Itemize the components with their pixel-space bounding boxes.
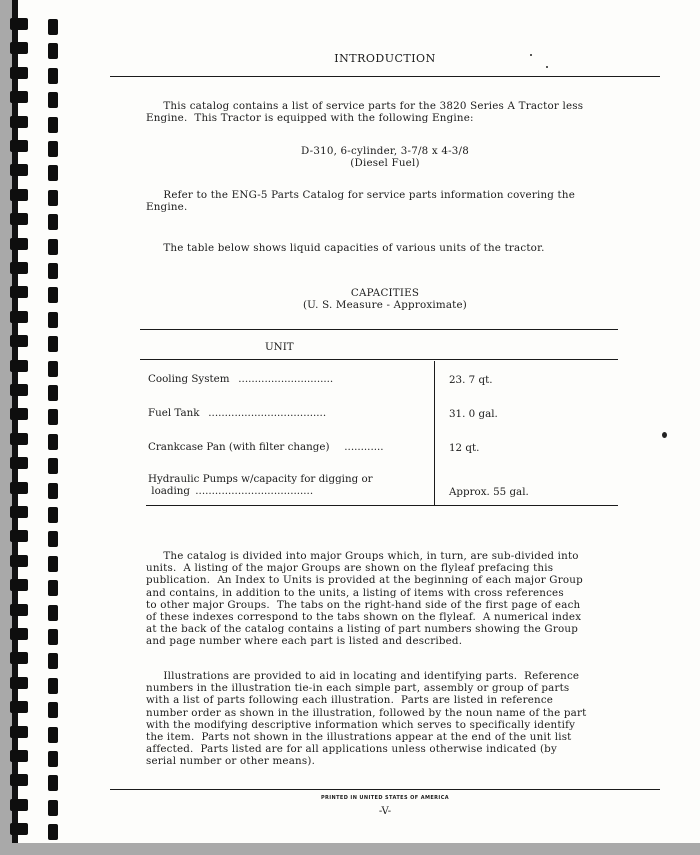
binding-ring: [10, 506, 60, 518]
engine-fuel: (Diesel Fuel): [350, 157, 420, 169]
printed-in-notice: PRINTED IN UNITED STATES OF AMERICA: [320, 795, 450, 801]
binding-ring: [10, 457, 60, 469]
illustrations-paragraph: Illustrations are provided to aid in locating and identifying parts. Reference numbers in the illustration tie-in each simple part, assembly or group of parts with a list of parts following each illustration. Parts are listed in reference number order as shown in the illustration, followed by the noun name of the part with the modifying descriptive information which serves to specifically identify the item. Parts not shown in the illustrations appear at the end of the unit list affected. Parts listed are for all applications unless otherwise indicated (by serial number or other means).: [146, 670, 587, 768]
header-rule: [110, 76, 660, 77]
binding-ring: [10, 530, 60, 542]
capacities-subtitle: (U. S. Measure - Approximate): [302, 299, 468, 311]
binding-ring: [10, 262, 60, 274]
row-value: 31. 0 gal.: [449, 408, 498, 420]
row-leader-dots: .............................: [235, 373, 334, 385]
spiral-binding: [0, 0, 70, 843]
capacities-title: CAPACITIES: [350, 287, 420, 299]
groups-paragraph: The catalog is divided into major Groups which, in turn, are sub-divided into units. A listing of the major Groups are shown on the flyleaf prefacing this publication. An Index to Units is provided at the beginning of each major Group and contains, in addition to the units, a listing of items with cross references to other major Groups. The tabs on the right-hand side of the first page of each of these indexes correspond to the tabs shown on the flyleaf. A numerical index at the back of the catalog contains a listing of part numbers showing the Group and page number where each part is listed and described.: [146, 550, 583, 648]
page-number: -V-: [378, 806, 392, 817]
row-leader-dots: ............: [341, 441, 384, 453]
row-unit: Crankcase Pan (with filter change): [148, 441, 330, 453]
binding-ring: [10, 677, 60, 689]
row-leader-dots: ....................................: [192, 485, 314, 497]
table-top-rule: [140, 329, 618, 330]
row-leader-dots: ....................................: [205, 407, 327, 419]
binding-ring: [10, 555, 60, 567]
row-value: Approx. 55 gal.: [449, 486, 529, 498]
binding-ring: [10, 213, 60, 225]
intro-paragraph-2: Refer to the ENG-5 Parts Catalog for service parts information covering the Engine.: [146, 189, 576, 214]
page-title: INTRODUCTION: [334, 52, 436, 65]
binding-ring: [10, 408, 60, 420]
binding-ring: [10, 384, 60, 396]
binding-ring: [10, 823, 60, 835]
binding-ring: [10, 799, 60, 811]
table-column-header: UNIT: [265, 341, 294, 353]
scan-speck: [662, 432, 667, 438]
row-unit: Fuel Tank: [148, 407, 200, 419]
binding-ring: [10, 433, 60, 445]
row-unit: Hydraulic Pumps w/capacity for digging or loading: [148, 473, 373, 497]
binding-ring: [10, 67, 60, 79]
binding-ring: [10, 18, 60, 30]
binding-ring: [10, 164, 60, 176]
binding-ring: [10, 140, 60, 152]
footer-rule: [110, 789, 660, 790]
binding-ring: [10, 335, 60, 347]
table-bottom-rule: [146, 505, 618, 506]
scan-speck: [530, 54, 532, 56]
binding-ring: [10, 628, 60, 640]
binding-ring: [10, 116, 60, 128]
engine-spec: D-310, 6-cylinder, 3-7/8 x 4-3/8: [301, 145, 469, 157]
binding-ring: [10, 652, 60, 664]
binding-ring: [10, 750, 60, 762]
binding-ring: [10, 774, 60, 786]
row-value: 23. 7 qt.: [449, 374, 493, 386]
binding-ring: [10, 726, 60, 738]
binding-ring: [10, 286, 60, 298]
intro-paragraph-1: This catalog contains a list of service parts for the 3820 Series A Tractor less Engine. This Tractor is equipped with the following Engine:: [146, 100, 584, 125]
binding-ring: [10, 311, 60, 323]
binding-ring: [10, 42, 60, 54]
table-column-divider: [434, 361, 435, 505]
binding-ring: [10, 91, 60, 103]
binding-ring: [10, 238, 60, 250]
binding-ring: [10, 579, 60, 591]
binding-ring: [10, 360, 60, 372]
intro-paragraph-3: The table below shows liquid capacities of various units of the tractor.: [146, 242, 545, 254]
binding-ring: [10, 701, 60, 713]
table-header-rule: [140, 359, 618, 360]
row-unit: Cooling System: [148, 373, 230, 385]
binding-ring: [10, 189, 60, 201]
binding-ring: [10, 604, 60, 616]
row-value: 12 qt.: [449, 442, 480, 454]
scan-speck: [546, 66, 548, 68]
binding-ring: [10, 482, 60, 494]
